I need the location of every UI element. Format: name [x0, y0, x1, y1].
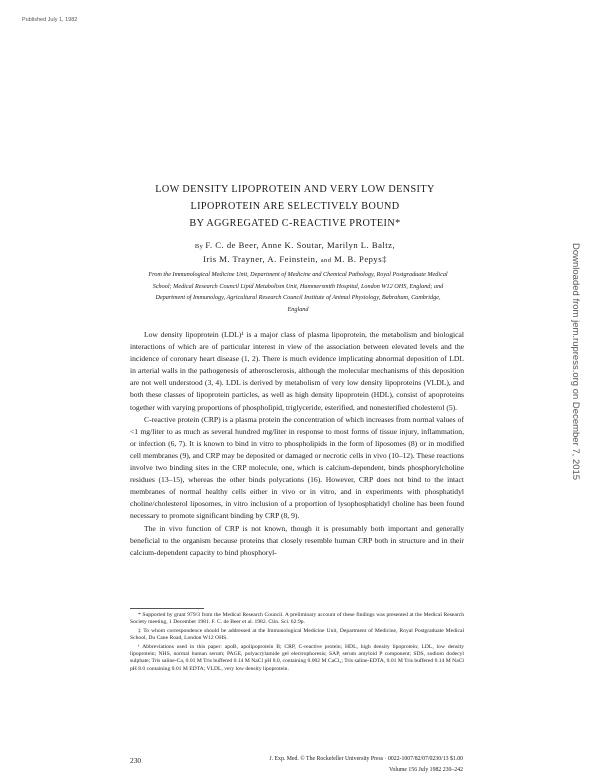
article-body: [130, 329, 464, 559]
author-and: and: [320, 257, 332, 264]
article-title-line-3: BY AGGREGATED C-REACTIVE PROTEIN*: [189, 218, 401, 229]
published-date: Published July 1, 1982: [22, 17, 78, 23]
author-names-1: F. C. de Beer, Anne K. Soutar, Marilyn L. Baltz,: [205, 240, 396, 250]
volume-info: Volume 156 July 1982 230–242: [389, 767, 463, 773]
footnote-correspondence: ‡ To whom correspondence should be addressed at the Immunological Medicine Unit, Department of Medicine, Royal Postgraduate Medical School, Du Cane Road, London W12 OHS.: [130, 627, 464, 642]
author-line-1: [110, 240, 480, 250]
body-paragraph-3: The in vivo function of CRP is not known, though it is presumably both important and generally beneficial to the organism because proteins that closely resemble human CRP both in structure and in their calcium-dependent capacity to bind phosphoryl-: [130, 523, 464, 557]
footnote-abbreviations: ¹ Abbreviations used in this paper: apoB, apolipoprotein B; CRP, C-reactive protein; HDL, high density lipoprotein; LDL, low density lipoprotein; NHS, normal human serum; PAGE, polyacrylamide gel electrophoresis; SAP, serum amyloid P component; SDS, sodium dodecyl sulphate; Tris saline-Ca, 0.01 M Tris buffered 0.14 M NaCl pH 8.0, containing 0.002 M CaCl₂; Tris saline-EDTA, 0.01 M Tris buffered 0.14 M NaCl pH 8.0 containing 0.01 M EDTA; VLDL, very low density lipoprotein.: [130, 643, 464, 672]
page-number: 230: [130, 756, 142, 765]
body-paragraph-1: Low density lipoprotein (LDL)¹ is a major class of plasma lipoprotein, the metabolism and biological interactions of which are of particular interest in view of the association between elevated levels and the incidence of coronary heart disease (1, 2). There is much evidence implicating abnormal deposition of LDL in arterial walls in the pathogenesis of atherosclerosis, although the molecular mechanisms of this deposition are not well understood (3, 4). LDL is derived by metabolism of very low density lipoproteins (VLDL), and both these classes of lipoprotein particles, as well as high density lipoprotein (HDL), consist of apoproteins together with varying proportions of phospholipid, triglyceride, esterified, and nonesterified cholesterol (5).: [130, 330, 464, 412]
download-watermark: Downloaded from jem.rupress.org on December 7, 2015: [570, 243, 581, 481]
footnote-funding: * Supported by grant 979/3 from the Medical Research Council. A preliminary account of these findings was presented at the Medical Research Society meeting, 1 December 1981. F. C. de Beer et al. 1982. Clin. Sci. 62:9p.: [130, 612, 464, 626]
body-paragraph-2: C-reactive protein (CRP) is a plasma protein the concentration of which increases from normal values of <1 mg/liter to as much as several hundred mg/liter in response to most forms of tissue injury, inflammation, or infection (6, 7). It is known to bind in vitro to phospholipids in the form of liposomes (8) or in modified cell membranes (9), and CRP may be deposited or damaged or necrotic cells in vivo (10–12). These reactions involve two binding sites in the CRP molecule, one, which is calcium-dependent, binds phosphorylcholine residues (13–15), whereas the other binds polycations (16). However, CRP does not bind to the intact membranes of normal healthy cells either in vivo or in vitro, and in experiments with phosphatidyl choline/cholesterol liposomes, in vitro inclusion of a proportion of lysophosphatidyl choline has been found necessary to promote significant binding by CRP (8, 9).: [130, 414, 464, 521]
author-names-2: Iris M. Trayner, A. Feinstein,: [203, 254, 321, 264]
article-title-line-1: LOW DENSITY LIPOPROTEIN AND VERY LOW DENSITY: [155, 184, 435, 195]
author-line-2: [110, 254, 480, 264]
author-affiliation: From the Immunological Medicine Unit, Department of Medicine and Chemical Pathology, Royal Postgraduate Medical School; Medical Research Council Lipid Metabolism Unit, Hammersmith Hospital, London W12 OHS, England; and Department of Immunology, Agricultural Research Council Institute of Animal Physiology, Babraham, Cambridge, England: [148, 271, 448, 313]
author-names-3: M. B. Pepys‡: [331, 254, 387, 264]
footnote-divider: [130, 608, 204, 609]
journal-citation: J. Exp. Med. © The Rockefeller University Press · 0022-1007/82/07/0230/13 $1.00: [269, 756, 463, 762]
author-by: By: [194, 243, 206, 250]
article-title-line-2: LIPOPROTEIN ARE SELECTIVELY BOUND: [190, 201, 400, 212]
footnotes: [130, 612, 464, 674]
